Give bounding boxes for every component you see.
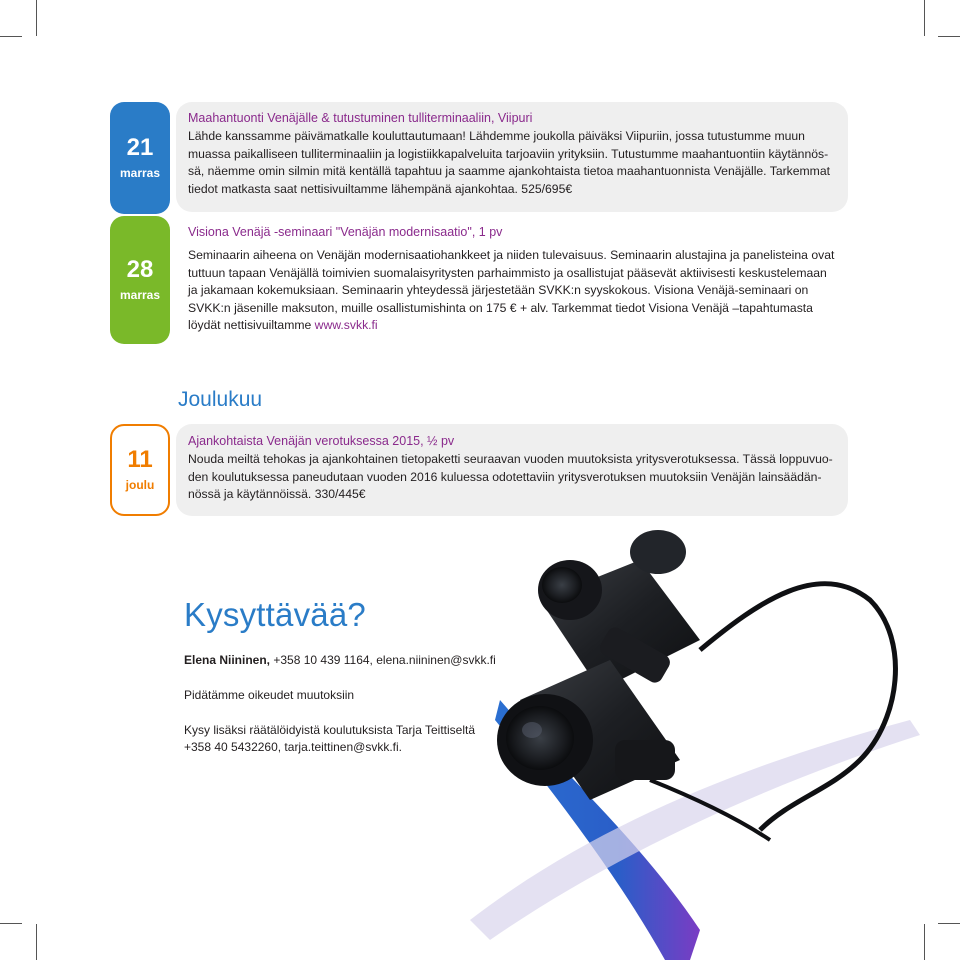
event-description-text: Seminaarin aiheena on Venäjän modernisaatiohankkeet ja niiden tulevaisuus. Seminaarin alustajina ja panelisteina ovat tuttuun tapaan Venäjällä toimivien suomalaisyritysten parhaimmisto ja osallistujat pääsevät aktiivisesti keskustelemaan ja jakamaan kokemuksiaan. Seminaarin yhteydessä järjestetään SVKK:n syyskokous. Visiona Venäjä-seminaari on SVKK:n jäsenille maksuton, muille osallistumishinta on 175 € + alv. Tarkemmat tiedot Visiona Venäjä –tapahtumasta löydät nettisivuiltamme — [188, 248, 835, 332]
contact-person — [184, 652, 524, 669]
event-title: Maahantuonti Venäjälle & tutustuminen tulliterminaaliin, Viipuri — [188, 111, 533, 125]
date-month: marras — [119, 166, 161, 180]
event-description: Nouda meiltä tehokas ja ajankohtainen tietopaketti seuraavan vuoden muutoksista yritysverotuksessa. Tässä loppuvuoden koulutuksessa paneudutaan vuoden 2016 kuluessa odotettaviin yritysverotuksen muutoksiin Venäjän lainsäädännössä ja käytännöissä. 330/445€ — [188, 452, 833, 501]
date-day: 28 — [126, 256, 154, 283]
date-month: joulu — [125, 478, 155, 492]
event-title: Visiona Venäjä -seminaari "Venäjän modernisaatio", 1 pv — [188, 225, 503, 239]
contact-name: Elena Niininen, — [184, 653, 271, 667]
date-day: 11 — [127, 446, 153, 473]
date-day: 21 — [126, 134, 154, 161]
custom-training-info — [184, 722, 524, 756]
month-heading: Joulukuu — [178, 388, 263, 411]
contact-details[interactable]: +358 10 439 1164, elena.niininen@svkk.fi — [270, 653, 496, 667]
website-link[interactable]: www.svkk.fi — [314, 318, 378, 332]
contact-section — [184, 596, 524, 774]
date-month: marras — [119, 288, 161, 302]
event-title: Ajankohtaista Venäjän verotuksessa 2015, ½ pv — [188, 434, 455, 448]
binocular-eyepiece — [615, 740, 675, 780]
change-notice: Pidätämme oikeudet muutoksiin — [184, 688, 355, 702]
custom-training-contact[interactable]: +358 40 5432260, tarja.teittinen@svkk.fi. — [184, 740, 402, 754]
event-description: Lähde kanssamme päivämatkalle kouluttautumaan! Lähdemme joukolla päiväksi Viipuriin, jossa tutustumme muun muassa paikalliseen tulliterminaaliin ja logistiikkapalveluita tarjoaviin yrityksiin. Tutustumme maahantuontiin käytännössä, näemme omin silmin mitä kentällä tapahtuu ja saamme ajankohtaista tietoa maahantuonnista Venäjälle. Tarkemmat tiedot matkasta saat nettisivuiltamme lähempänä ajankohtaa. 525/695€ — [188, 129, 830, 196]
binocular-barrel-back — [538, 530, 700, 690]
custom-training-line: Kysy lisäksi räätälöidyistä koulutuksista Tarja Teittiseltä — [184, 723, 476, 737]
contact-heading: Kysyttävää? — [184, 596, 366, 633]
